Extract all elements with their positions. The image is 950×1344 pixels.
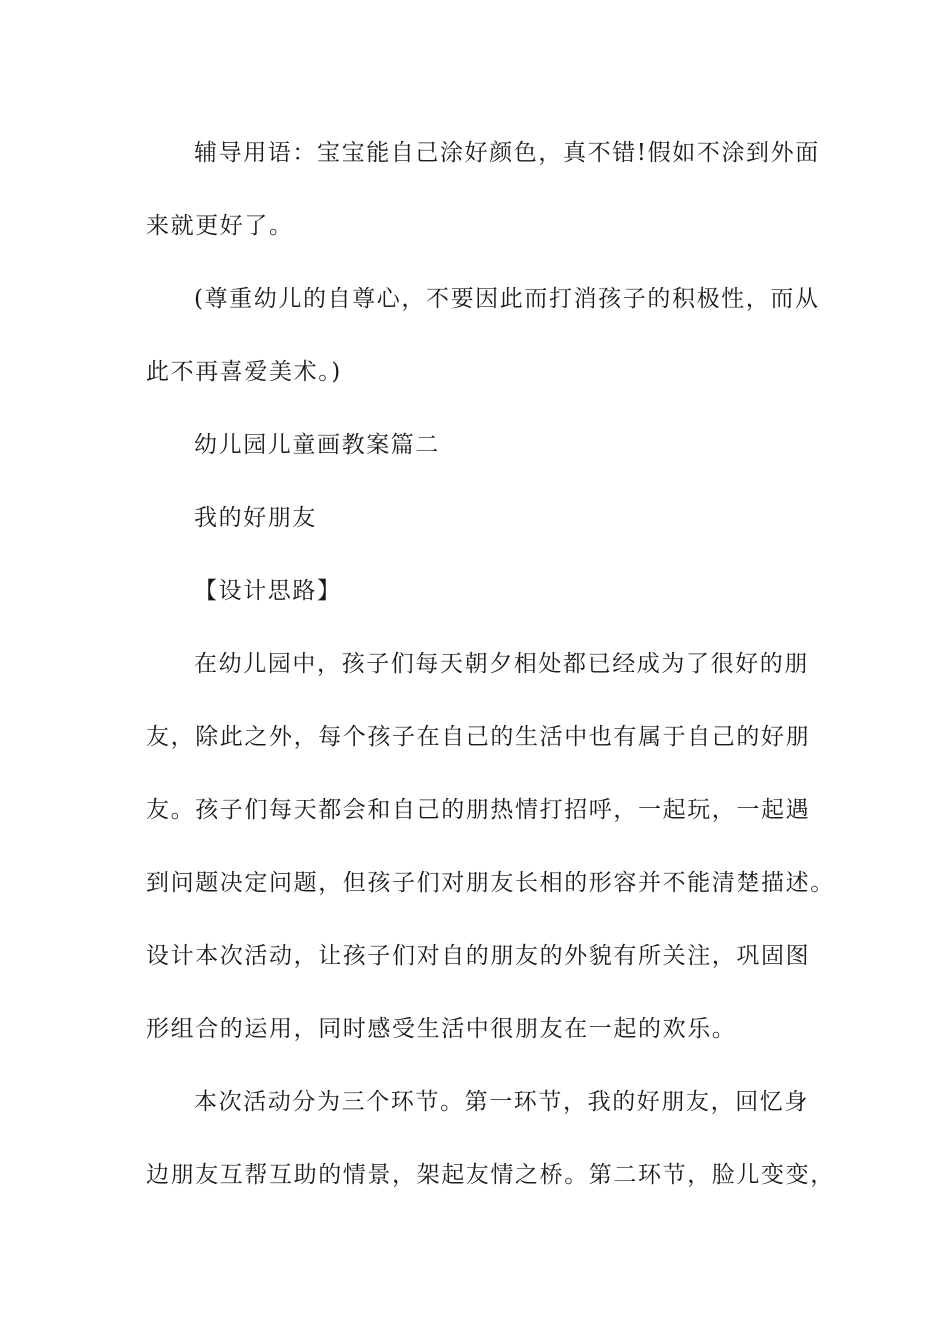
paragraph-guidance-line-2: 来就更好了。 — [146, 213, 294, 239]
paragraph-design-line-1: 在幼儿园中，孩子们每天朝夕相处都已经成为了很好的朋 — [194, 651, 809, 677]
paragraph-design-line-4: 到问题决定问题，但孩子们对朋友长相的形容并不能清楚描述。 — [146, 870, 835, 896]
paragraph-design-line-6: 形组合的运用，同时感受生活中很朋友在一起的欢乐。 — [146, 1016, 737, 1042]
paragraph-note-line-2: 此不再喜爱美术。) — [146, 359, 342, 385]
paragraph-activity-line-1: 本次活动分为三个环节。第一环节，我的好朋友，回忆身 — [194, 1089, 809, 1115]
paragraph-activity-line-2: 边朋友互帮互助的情景，架起友情之桥。第二环节，脸儿变变， — [146, 1162, 835, 1188]
paragraph-guidance-line-1: 辅导用语：宝宝能自己涂好颜色，真不错!假如不涂到外面 — [194, 140, 820, 166]
paragraph-design-line-3: 友。孩子们每天都会和自己的朋热情打招呼，一起玩，一起遇 — [146, 797, 811, 823]
section-heading: 幼儿园儿童画教案篇二 — [194, 432, 440, 458]
subsection-heading: 【设计思路】 — [194, 578, 342, 604]
paragraph-design-line-2: 友，除此之外，每个孩子在自己的生活中也有属于自己的好朋 — [146, 724, 811, 750]
lesson-title: 我的好朋友 — [194, 505, 317, 531]
paragraph-note-line-1: (尊重幼儿的自尊心，不要因此而打消孩子的积极性，而从 — [194, 286, 820, 312]
paragraph-design-line-5: 设计本次活动，让孩子们对自的朋友的外貌有所关注，巩固图 — [146, 943, 811, 969]
